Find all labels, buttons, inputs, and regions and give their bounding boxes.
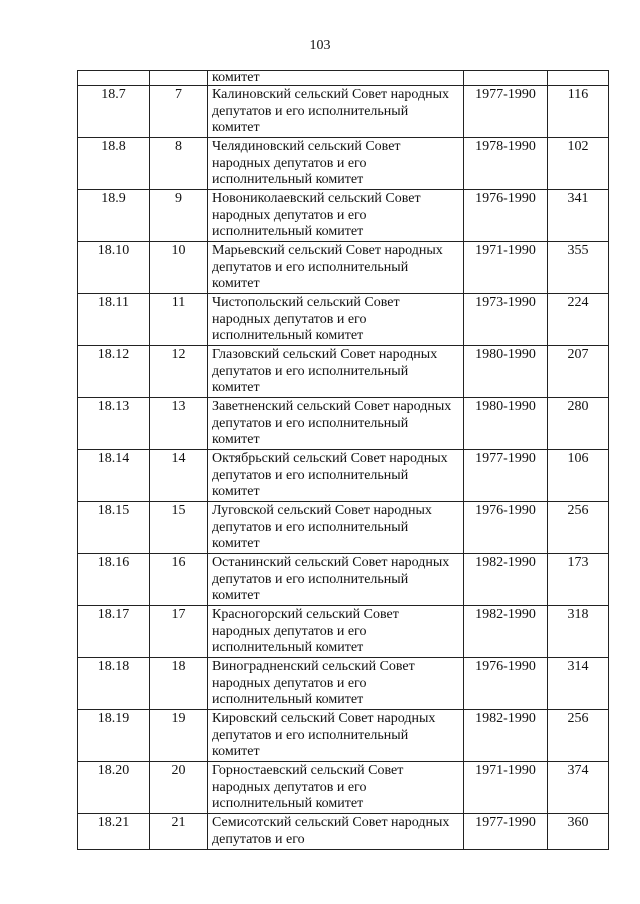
- table-row: [78, 554, 609, 606]
- cell-name: комитет: [208, 71, 464, 86]
- cell-years: 1982-1990: [464, 606, 548, 658]
- table-row: [78, 294, 609, 346]
- cell-number: 20: [150, 762, 208, 814]
- cell-number: [150, 71, 208, 86]
- cell-name: Чистопольский сельский Совет народных депутатов и его исполнительный комитет: [208, 294, 464, 346]
- cell-number: 14: [150, 450, 208, 502]
- cell-name: Глазовский сельский Совет народных депутатов и его исполнительный комитет: [208, 346, 464, 398]
- cell-count: 116: [548, 86, 609, 138]
- cell-number: 18: [150, 658, 208, 710]
- cell-index: 18.21: [78, 814, 150, 850]
- cell-number: 17: [150, 606, 208, 658]
- cell-years: 1978-1990: [464, 138, 548, 190]
- cell-count: 102: [548, 138, 609, 190]
- cell-index: 18.14: [78, 450, 150, 502]
- cell-years: 1976-1990: [464, 658, 548, 710]
- cell-number: 19: [150, 710, 208, 762]
- cell-index: 18.20: [78, 762, 150, 814]
- cell-name: Калиновский сельский Совет народных депутатов и его исполнительный комитет: [208, 86, 464, 138]
- cell-count: 106: [548, 450, 609, 502]
- cell-count: 355: [548, 242, 609, 294]
- cell-years: 1971-1990: [464, 762, 548, 814]
- cell-name: Октябрьский сельский Совет народных депутатов и его исполнительный комитет: [208, 450, 464, 502]
- cell-count: 224: [548, 294, 609, 346]
- cell-index: 18.10: [78, 242, 150, 294]
- cell-count: [548, 71, 609, 86]
- cell-index: 18.17: [78, 606, 150, 658]
- table-row: [78, 138, 609, 190]
- cell-years: 1977-1990: [464, 814, 548, 850]
- table-row-last: [78, 814, 609, 850]
- cell-name: Красногорский сельский Совет народных депутатов и его исполнительный комитет: [208, 606, 464, 658]
- table-body: [78, 71, 609, 850]
- cell-name: Новониколаевский сельский Совет народных депутатов и его исполнительный комитет: [208, 190, 464, 242]
- cell-number: 9: [150, 190, 208, 242]
- cell-index: 18.11: [78, 294, 150, 346]
- cell-count: 207: [548, 346, 609, 398]
- table-row: [78, 86, 609, 138]
- cell-number: 11: [150, 294, 208, 346]
- cell-name: Останинский сельский Совет народных депутатов и его исполнительный комитет: [208, 554, 464, 606]
- cell-index: 18.12: [78, 346, 150, 398]
- cell-name: Луговской сельский Совет народных депутатов и его исполнительный комитет: [208, 502, 464, 554]
- cell-count: 318: [548, 606, 609, 658]
- table-row: [78, 658, 609, 710]
- cell-count: 314: [548, 658, 609, 710]
- cell-years: 1977-1990: [464, 450, 548, 502]
- cell-years: 1971-1990: [464, 242, 548, 294]
- cell-count: 173: [548, 554, 609, 606]
- cell-years: [464, 71, 548, 86]
- cell-index: 18.7: [78, 86, 150, 138]
- cell-index: 18.13: [78, 398, 150, 450]
- table-row: [78, 710, 609, 762]
- cell-number: 7: [150, 86, 208, 138]
- table-row: [78, 450, 609, 502]
- cell-name: Виноградненский сельский Совет народных депутатов и его исполнительный комитет: [208, 658, 464, 710]
- cell-name: Челядиновский сельский Совет народных депутатов и его исполнительный комитет: [208, 138, 464, 190]
- table-row: [78, 242, 609, 294]
- cell-number: 13: [150, 398, 208, 450]
- cell-name: Кировский сельский Совет народных депутатов и его исполнительный комитет: [208, 710, 464, 762]
- cell-index: 18.15: [78, 502, 150, 554]
- cell-years: 1982-1990: [464, 554, 548, 606]
- cell-count: 374: [548, 762, 609, 814]
- cell-years: 1976-1990: [464, 502, 548, 554]
- cell-count: 360: [548, 814, 609, 850]
- cell-name: Семисотский сельский Совет народных депутатов и его: [208, 814, 464, 850]
- cell-years: 1982-1990: [464, 710, 548, 762]
- table-row: [78, 502, 609, 554]
- cell-count: 256: [548, 502, 609, 554]
- cell-number: 16: [150, 554, 208, 606]
- cell-index: 18.16: [78, 554, 150, 606]
- cell-number: 21: [150, 814, 208, 850]
- table-row: [78, 762, 609, 814]
- cell-years: 1973-1990: [464, 294, 548, 346]
- cell-number: 15: [150, 502, 208, 554]
- cell-number: 10: [150, 242, 208, 294]
- cell-name: Заветненский сельский Совет народных депутатов и его исполнительный комитет: [208, 398, 464, 450]
- cell-name: Горностаевский сельский Совет народных депутатов и его исполнительный комитет: [208, 762, 464, 814]
- cell-number: 8: [150, 138, 208, 190]
- cell-name: Марьевский сельский Совет народных депутатов и его исполнительный комитет: [208, 242, 464, 294]
- table-row-continuation: [78, 71, 609, 86]
- cell-count: 256: [548, 710, 609, 762]
- table-row: [78, 190, 609, 242]
- page-number: 103: [309, 38, 331, 53]
- cell-count: 280: [548, 398, 609, 450]
- cell-index: 18.18: [78, 658, 150, 710]
- cell-years: 1980-1990: [464, 346, 548, 398]
- cell-years: 1977-1990: [464, 86, 548, 138]
- cell-count: 341: [548, 190, 609, 242]
- cell-years: 1976-1990: [464, 190, 548, 242]
- cell-years: 1980-1990: [464, 398, 548, 450]
- table-row: [78, 606, 609, 658]
- fund-registry-table: [77, 70, 609, 850]
- table-row: [78, 398, 609, 450]
- cell-number: 12: [150, 346, 208, 398]
- table-row: [78, 346, 609, 398]
- cell-index: 18.9: [78, 190, 150, 242]
- cell-index: 18.8: [78, 138, 150, 190]
- cell-index: [78, 71, 150, 86]
- cell-index: 18.19: [78, 710, 150, 762]
